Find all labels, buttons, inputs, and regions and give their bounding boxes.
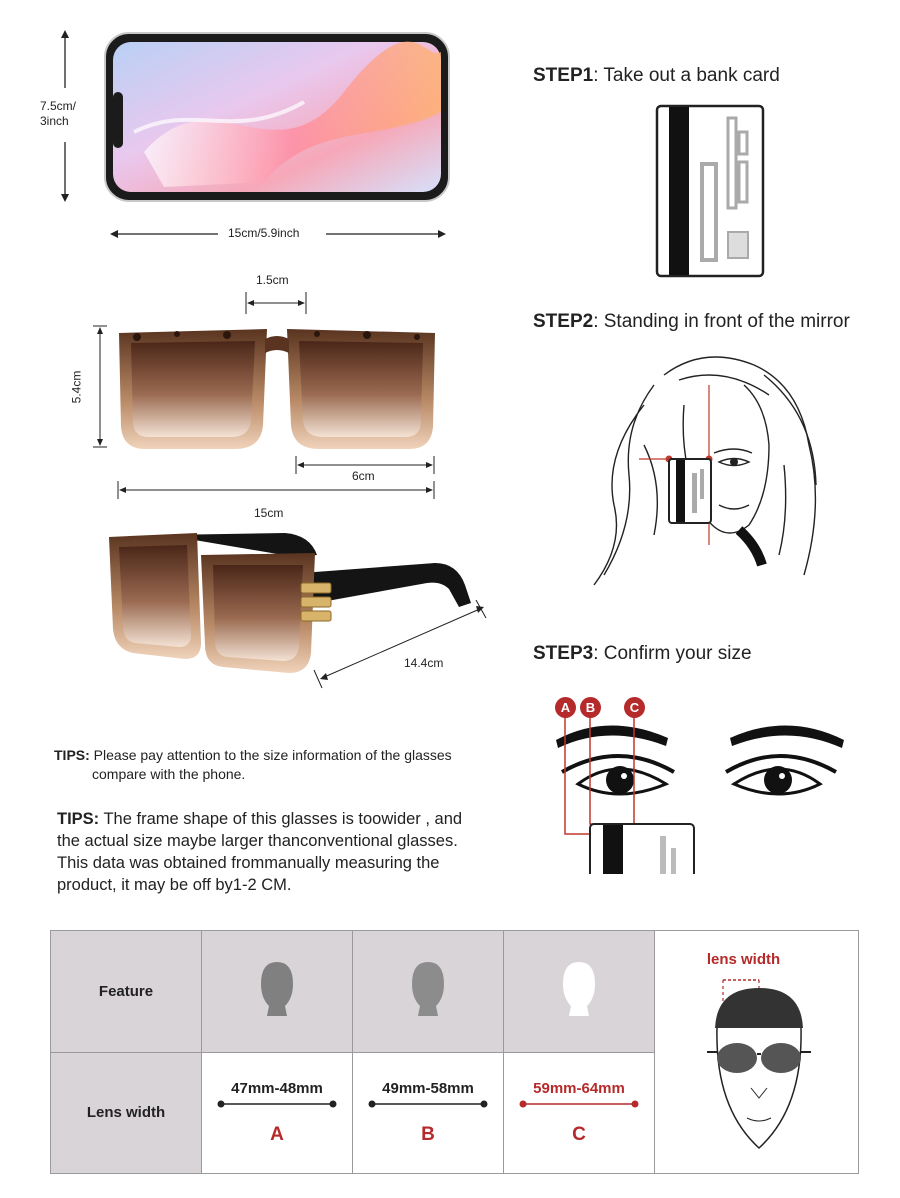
feature-header: Feature [51,931,202,1053]
step2-heading: STEP2: Standing in front of the mirror [533,311,850,332]
feature-row [51,931,859,1053]
step1-heading: STEP1: Take out a bank card [533,65,780,86]
face-white-icon [559,960,599,1018]
size-table [50,930,859,1174]
mirror-face-illustration [584,345,829,590]
phone-width-label: 15cm/5.9inch [228,226,300,240]
size-c-cell [504,1052,655,1174]
total-width-arrow [117,481,435,499]
lens-width-label: 6cm [352,469,375,483]
lens-width-diagram-cell [655,931,859,1174]
size-b-line [368,1097,488,1111]
height-arrow [90,325,110,448]
temple-label: 14.4cm [404,656,444,670]
size-c-range: 59mm-64mm [533,1079,625,1097]
eyes-illustration [548,692,848,874]
face-b-cell [353,931,504,1053]
size-a-letter: A [270,1123,284,1145]
face-c-cell [504,931,655,1053]
phone-height-label: 7.5cm/ 3inch [40,99,77,128]
lens-width-header: Lens width [51,1052,202,1174]
tips-2: TIPS: The frame shape of this glasses is toowider , and the actual size maybe larger thanconventional glasses. This data was obtained frommanually measuring the product, it may be off by1-2 CM. [57,810,463,894]
phone-illustration [104,32,450,202]
bank-card-illustration [655,104,765,278]
bridge-arrow [245,292,307,314]
size-a-line [217,1097,337,1111]
marker-c: C [624,697,645,718]
marker-b: B [580,697,601,718]
size-c-line [519,1097,639,1111]
height-label: 5.4cm [69,370,84,404]
size-b-cell [353,1052,504,1174]
temple-arrow [310,600,490,690]
face-a-cell [202,931,353,1053]
size-b-letter: B [421,1123,435,1145]
tips-1: TIPS: Please pay attention to the size information of the glasses compare with the phone. [54,747,452,782]
size-c-letter: C [572,1123,586,1145]
marker-a: A [555,697,576,718]
step3-heading: STEP3: Confirm your size [533,643,752,664]
total-width-label: 15cm [254,506,284,520]
size-b-range: 49mm-58mm [382,1079,474,1097]
size-a-range: 47mm-48mm [231,1079,323,1097]
face-gray-icon [408,960,448,1018]
glasses-front-illustration [117,325,437,455]
face-dark-gray-icon [257,960,297,1018]
size-a-cell [202,1052,353,1174]
bridge-label: 1.5cm [256,273,289,287]
lens-width-diagram-label: lens width [706,951,781,968]
face-with-glasses-icon [667,968,847,1168]
